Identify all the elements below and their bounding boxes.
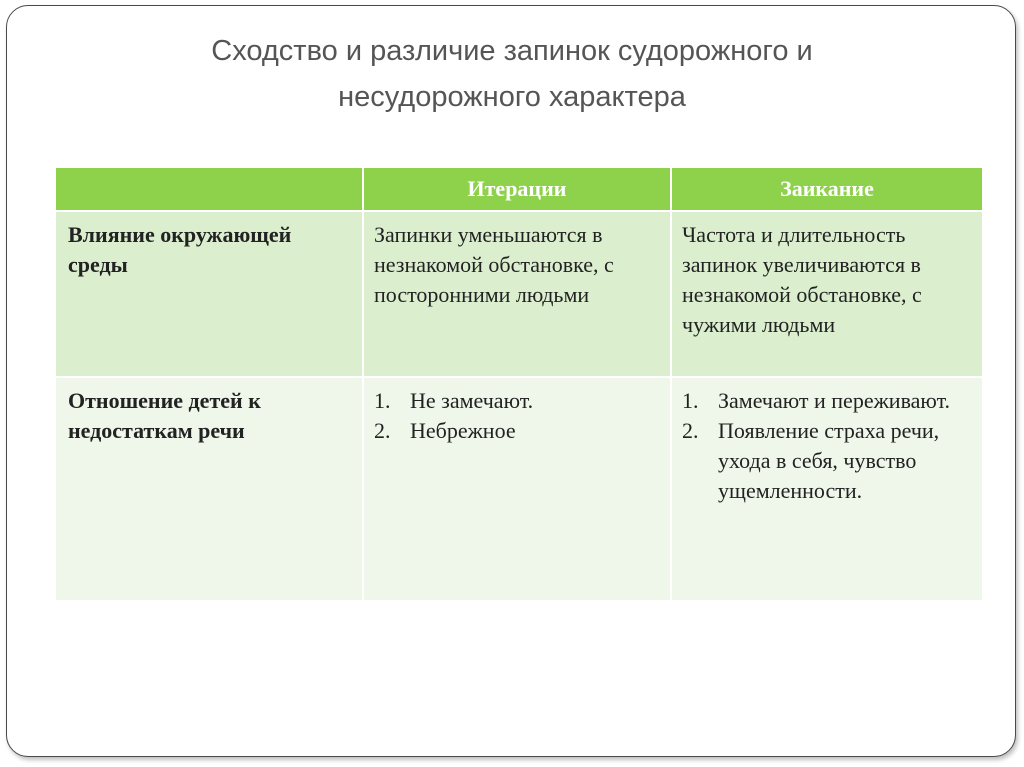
- comparison-table: [54, 166, 984, 602]
- stuttering-attitude-list: [682, 386, 972, 506]
- header-empty-cell: [56, 168, 362, 210]
- cell-stuttering-environment: Частота и длительность запинок увеличиваются в незнакомой обстановке, с чужими людьми: [672, 212, 982, 376]
- list-item-number: 1.: [374, 388, 391, 413]
- list-item-text: Небрежное: [410, 418, 516, 443]
- header-stuttering: Заикание: [672, 168, 982, 210]
- list-item: [374, 416, 660, 446]
- table-header-row: [56, 168, 982, 210]
- slide-title-line-2: несудорожного характера: [338, 81, 686, 113]
- list-item-number: 2.: [682, 418, 699, 443]
- table-row: [56, 212, 982, 376]
- list-item-number: 2.: [374, 418, 391, 443]
- list-item: [682, 416, 972, 506]
- list-item-text: Появление страха речи, ухода в себя, чувство ущемленности.: [718, 418, 940, 503]
- list-item-text: Не замечают.: [410, 388, 534, 413]
- header-iterations: Итерации: [364, 168, 670, 210]
- cell-stuttering-attitude: [672, 378, 982, 600]
- comparison-table-wrap: [54, 166, 980, 602]
- list-item-number: 1.: [682, 388, 699, 413]
- row-label-attitude: Отношение детей к недостаткам речи: [56, 378, 362, 600]
- row-label-environment: Влияние окружающей среды: [56, 212, 362, 376]
- slide-title-line-1: Сходство и различие запинок судорожного и: [211, 35, 813, 67]
- list-item: [682, 386, 972, 416]
- list-item-text: Замечают и переживают.: [718, 388, 951, 413]
- cell-iterations-environment: Запинки уменьшаются в незнакомой обстановке, с посторонними людьми: [364, 212, 670, 376]
- iterations-attitude-list: [374, 386, 660, 446]
- cell-iterations-attitude: [364, 378, 670, 600]
- list-item: [374, 386, 660, 416]
- table-row: [56, 378, 982, 600]
- slide-title: [40, 28, 984, 120]
